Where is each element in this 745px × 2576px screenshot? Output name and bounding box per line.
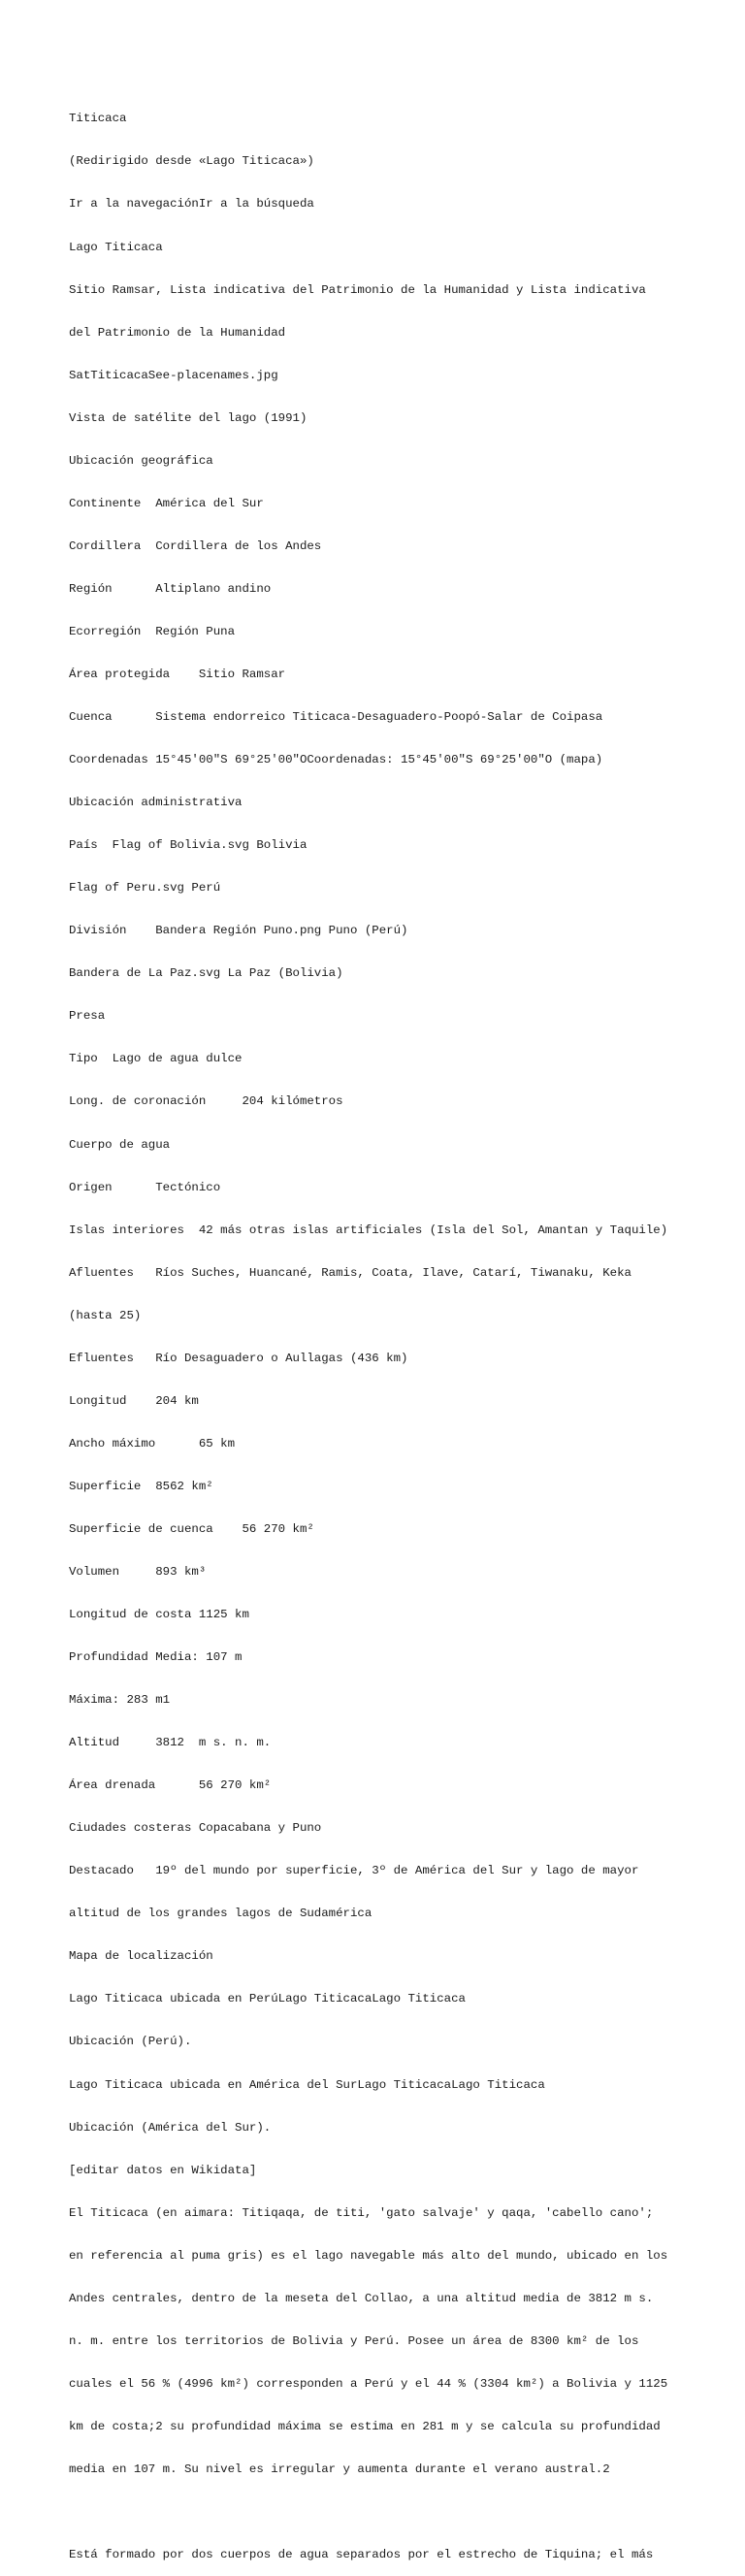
document-text [69,83,738,2576]
infobox-row: Islas interiores 42 más otras islas artificiales (Isla del Sol, Amantan y Taquile) [69,1223,668,1237]
infobox-row: Altitud 3812 m s. n. m. [69,1736,272,1750]
infobox-row: Tipo Lago de agua dulce [69,1052,243,1066]
infobox-row: Longitud 204 km [69,1393,199,1408]
infobox-row: Ancho máximo 65 km [69,1436,236,1451]
infobox-row-continued: (hasta 25) [69,1308,142,1322]
infobox-row: Ecorregión Región Puna [69,624,236,638]
infobox-row: Efluentes Río Desaguadero o Aullagas (436 km) [69,1351,408,1365]
infobox-row: Longitud de costa 1125 km [69,1608,249,1622]
infobox-row: Superficie de cuenca 56 270 km² [69,1521,314,1536]
infobox-subtitle-continued: del Patrimonio de la Humanidad [69,325,286,340]
map-caption: Ubicación (América del Sur). [69,2120,272,2135]
infobox-row: Superficie 8562 km² [69,1479,213,1493]
map-caption: Lago Titicaca ubicada en PerúLago TiticacaLago Titicaca [69,1992,466,2006]
infobox-row-continued: Máxima: 283 m1 [69,1693,171,1708]
infobox-row: Ciudades costeras Copacabana y Puno [69,1821,322,1836]
infobox-row: Cuenca Sistema endorreico Titicaca-Desaguadero-Poopó-Salar de Coipasa [69,710,603,725]
map-caption: Lago Titicaca ubicada en América del SurLago TiticacaLago Titicaca [69,2077,545,2092]
infobox-row: Flag of Peru.svg Perú [69,881,221,896]
infobox-row: Afluentes Ríos Suches, Huancané, Ramis, Coata, Ilave, Catarí, Tiwanaku, Keka [69,1265,632,1280]
satellite-image-filename: SatTiticacaSee-placenames.jpg [69,368,278,382]
infobox-row: Bandera de La Paz.svg La Paz (Bolivia) [69,966,343,981]
coordinates-row: Coordenadas 15°45′00″S 69°25′00″OCoordenadas: 15°45′00″S 69°25′00″O (mapa) [69,753,603,767]
infobox-subtitle: Sitio Ramsar, Lista indicativa del Patrimonio de la Humanidad y Lista indicativa [69,282,646,297]
infobox-row: División Bandera Región Puno.png Puno (Perú) [69,924,408,938]
body-paragraph-line: Está formado por dos cuerpos de agua separados por el estrecho de Tiquina; el más [69,2548,654,2562]
section-heading: Ubicación administrativa [69,796,243,810]
infobox-row: Continente América del Sur [69,496,264,510]
body-paragraph-line: km de costa;2 su profundidad máxima se estima en 281 m y se calcula su profundidad [69,2419,661,2433]
map-caption: Ubicación (Perú). [69,2035,192,2049]
infobox-row: Long. de coronación 204 kilómetros [69,1094,343,1109]
section-heading: Ubicación geográfica [69,453,213,468]
body-paragraph-line: n. m. entre los territorios de Bolivia y Perú. Posee un área de 8300 km² de los [69,2333,639,2348]
section-heading: Mapa de localización [69,1949,213,1964]
infobox-row: Área drenada 56 270 km² [69,1778,272,1793]
section-heading: Presa [69,1009,106,1024]
infobox-row: Área protegida Sitio Ramsar [69,667,286,681]
skip-links[interactable]: Ir a la navegaciónIr a la búsqueda [69,197,314,212]
infobox-row-continued: altitud de los grandes lagos de Sudamérica [69,1907,372,1921]
infobox-row: Origen Tectónico [69,1180,221,1194]
edit-wikidata-link[interactable]: [editar datos en Wikidata] [69,2163,257,2177]
infobox-row: Destacado 19º del mundo por superficie, 3º de América del Sur y lago de mayor [69,1864,639,1878]
body-paragraph-line: en referencia al puma gris) es el lago navegable más alto del mundo, ubicado en los [69,2248,668,2263]
infobox-row: Región Altiplano andino [69,581,272,596]
infobox-title: Lago Titicaca [69,240,163,254]
section-heading: Cuerpo de agua [69,1137,171,1152]
infobox-row: País Flag of Bolivia.svg Bolivia [69,838,308,853]
body-paragraph-line: cuales el 56 % (4996 km²) corresponden a Perú y el 44 % (3304 km²) a Bolivia y 1125 [69,2376,668,2391]
page-title: Titicaca [69,112,127,126]
redirect-note: (Redirigido desde «Lago Titicaca») [69,154,314,169]
infobox-row: Volumen 893 km³ [69,1564,207,1579]
body-paragraph-line: media en 107 m. Su nivel es irregular y aumenta durante el verano austral.2 [69,2462,610,2476]
body-paragraph-line: Andes centrales, dentro de la meseta del Collao, a una altitud media de 3812 m s. [69,2291,654,2305]
body-paragraph-line: El Titicaca (en aimara: Titiqaqa, de titi, 'gato salvaje' y qaqa, 'cabello cano'; [69,2205,654,2220]
blank-line [69,2505,738,2520]
image-caption: Vista de satélite del lago (1991) [69,410,308,425]
infobox-row: Cordillera Cordillera de los Andes [69,538,322,553]
infobox-row: Profundidad Media: 107 m [69,1650,243,1665]
